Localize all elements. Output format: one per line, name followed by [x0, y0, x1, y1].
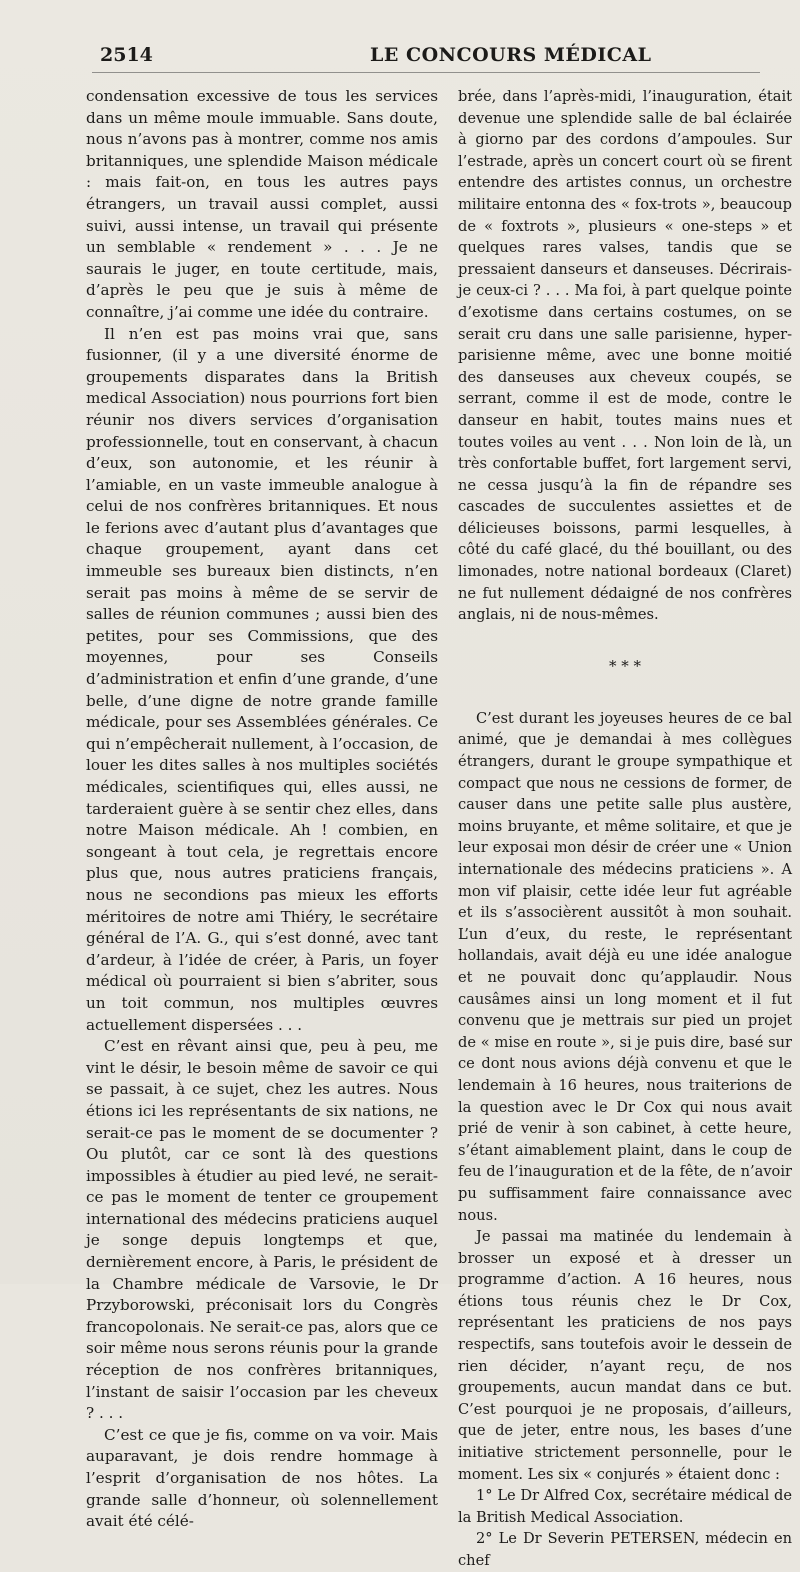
- paragraph: C’est en rêvant ainsi que, peu à peu, me vint le désir, le besoin même de savoir ce qui se passait, à ce sujet, chez les autres. Nous étions ici les représentants de six nations, ne serait-ce pas le moment de se documenter ? Ou plutôt, car ce sont là des questions impossibles à étudier au pied levé, ne serait-ce pas le moment de tenter ce groupement international des médecins praticiens auquel je songe depuis longtemps et que, dernièrement encore, à Paris, le président de la Chambre médicale de Varsovie, le Dr Przyborowski, préconisait lors du Congrès francopolonais. Ne serait-ce pas, alors que ce soir même nous serons réunis pour la grande réception de nos confrères britanniques, l’instant de saisir l’occasion par les cheveux ? . . .: [86, 1037, 438, 1423]
- paragraph: C’est durant les joyeuses heures de ce bal animé, que je demandai à mes collègues étrangers, durant le groupe sympathique et compact que nous ne cessions de former, de causer dans une petite salle plus austère, moins bruyante, et même solitaire, et que je leur exposai mon désir de créer une « Union internationale des médecins praticiens ». A mon vif plaisir, cette idée leur fut agréable et ils s’associèrent aussitôt à mon souhait. L’un d’eux, du reste, le représentant hollandais, avait déjà eu une idée analogue et ne pouvait donc qu’applaudir. Nous causâmes ainsi un long moment et il fut convenu que je mettrais sur pied un projet de « mise en route », si je puis dire, basé sur ce dont nous avions déjà convenu et que le lendemain à 16 heures, nous traiterions de la question avec le Dr Cox qui nous avait prié de venir à son cabinet, à cette heure, s’étant aimablement plaint, dans le coup de feu de l’inauguration et de la fête, de n’avoir pu suffisamment faire connaissance avec nous.: [458, 709, 792, 1224]
- paragraph: Je passai ma matinée du lendemain à brosser un exposé et à dresser un programme d’action. A 16 heures, nous étions tous réunis chez le Dr Cox, représentant les praticiens de nos pays respectifs, sans toutefois avoir le dessein de rien décider, n’ayant reçu, de nos groupements, aucun mandat dans ce but. C’est pourquoi je ne proposais, d’ailleurs, que de jeter, entre nous, les bases d’une initiative strictement personnelle, pour le moment. Les six « conjurés » étaient donc :: [458, 1228, 792, 1483]
- header-rule: [92, 72, 760, 73]
- paragraph: condensation excessive de tous les services dans un même moule immuable. Sans doute, nous n’avons pas à montrer, comme nos amis britanniques, une splendide Maison médicale : mais fait-on, en tous les autres pays étrangers, un travail aussi complet, aussi suivi, aussi intense, un travail qui présente un semblable « rendement » . . . Je ne saurais le juger, en toute certitude, mais, d’après le peu que je suis à même de connaître, j’ai comme une idée du contraire.: [86, 87, 438, 321]
- page-number: 2514: [100, 44, 153, 66]
- paragraph: 2° Le Dr Severin PETERSEN, médecin en chef: [458, 1530, 792, 1569]
- paragraph: brée, dans l’après-midi, l’inauguration, était devenue une splendide salle de bal éclairée à giorno par des cordons d’ampoules. Sur l’estrade, après un concert court où se firent entendre des artistes connus, un orchestre militaire entonna des « fox-trots », beaucoup de « foxtrots », plusieurs « one-steps » et quelques rares valses, tandis que se pressaient danseurs et danseuses. Décrirais-je ceux-ci ? . . . Ma foi, à part quelque pointe d’exotisme dans certains costumes, on se serait cru dans une salle parisienne, hyper-parisienne même, avec une bonne moitié des danseuses aux cheveux coupés, se serrant, comme il est de mode, contre le danseur en habit, toutes mains nues et toutes voiles au vent . . . Non loin de là, un très confortable buffet, fort largement servi, ne cessa jusqu’à la fin de répandre ses cascades de succulentes assiettes et de délicieuses boissons, parmi lesquelles, à côté du café glacé, du thé bouillant, ou des limonades, notre national bordeaux (Claret) ne fut nullement dédaigné de nos confrères anglais, ni de nous-mêmes.: [458, 88, 792, 624]
- running-head: [92, 44, 760, 72]
- paragraph: C’est ce que je fis, comme on va voir. Mais auparavant, je dois rendre hommage à l’esprit d’organisation de nos hôtes. La grande salle d’honneur, où solennellement avait été célé-: [86, 1425, 438, 1531]
- left-column: [86, 86, 438, 1533]
- paragraph: 1° Le Dr Alfred Cox, secrétaire médical de la British Medical Association.: [458, 1487, 792, 1526]
- paragraph: Il n’en est pas moins vrai que, sans fusionner, (il y a une diversité énorme de groupements disparates dans la British medical Association) nous pourrions fort bien réunir nos divers services d’organisation professionnelle, tout en conservant, à chacun d’eux, son autonomie, et les réunir à l’amiable, en un vaste immeuble analogue à celui de nos confrères britanniques. Et nous le ferions avec d’autant plus d’avantages que chaque groupement, ayant dans cet immeuble ses bureaux bien distincts, n’en serait pas moins à même de se servir de salles de réunion communes ; aussi bien des petites, pour ses Commissions, que des moyennes, pour ses Conseils d’administration et enfin d’une grande, d’une belle, d’une digne de notre grande famille médicale, pour ses Assemblées générales. Ce qui n’empêcherait nullement, à l’occasion, de louer les dites salles à nos multiples sociétés médicales, scientifiques qui, elles aussi, ne tarderaient guère à se sentir chez elles, dans notre Maison médicale. Ah ! combien, en songeant à tout cela, je regrettais encore plus que, nous autres praticiens français, nous ne secondions pas mieux les efforts méritoires de notre ami Thiéry, le secrétaire général de l’A. G., qui s’est donné, avec tant d’ardeur, à l’idée de créer, à Paris, un foyer médical où pourraient si bien s’abriter, sous un toit commun, nos multiples œuvres actuellement dispersées . . .: [86, 324, 438, 1034]
- right-column: [458, 86, 792, 1572]
- journal-title: LE CONCOURS MÉDICAL: [370, 44, 652, 66]
- section-separator: * * *: [608, 656, 642, 675]
